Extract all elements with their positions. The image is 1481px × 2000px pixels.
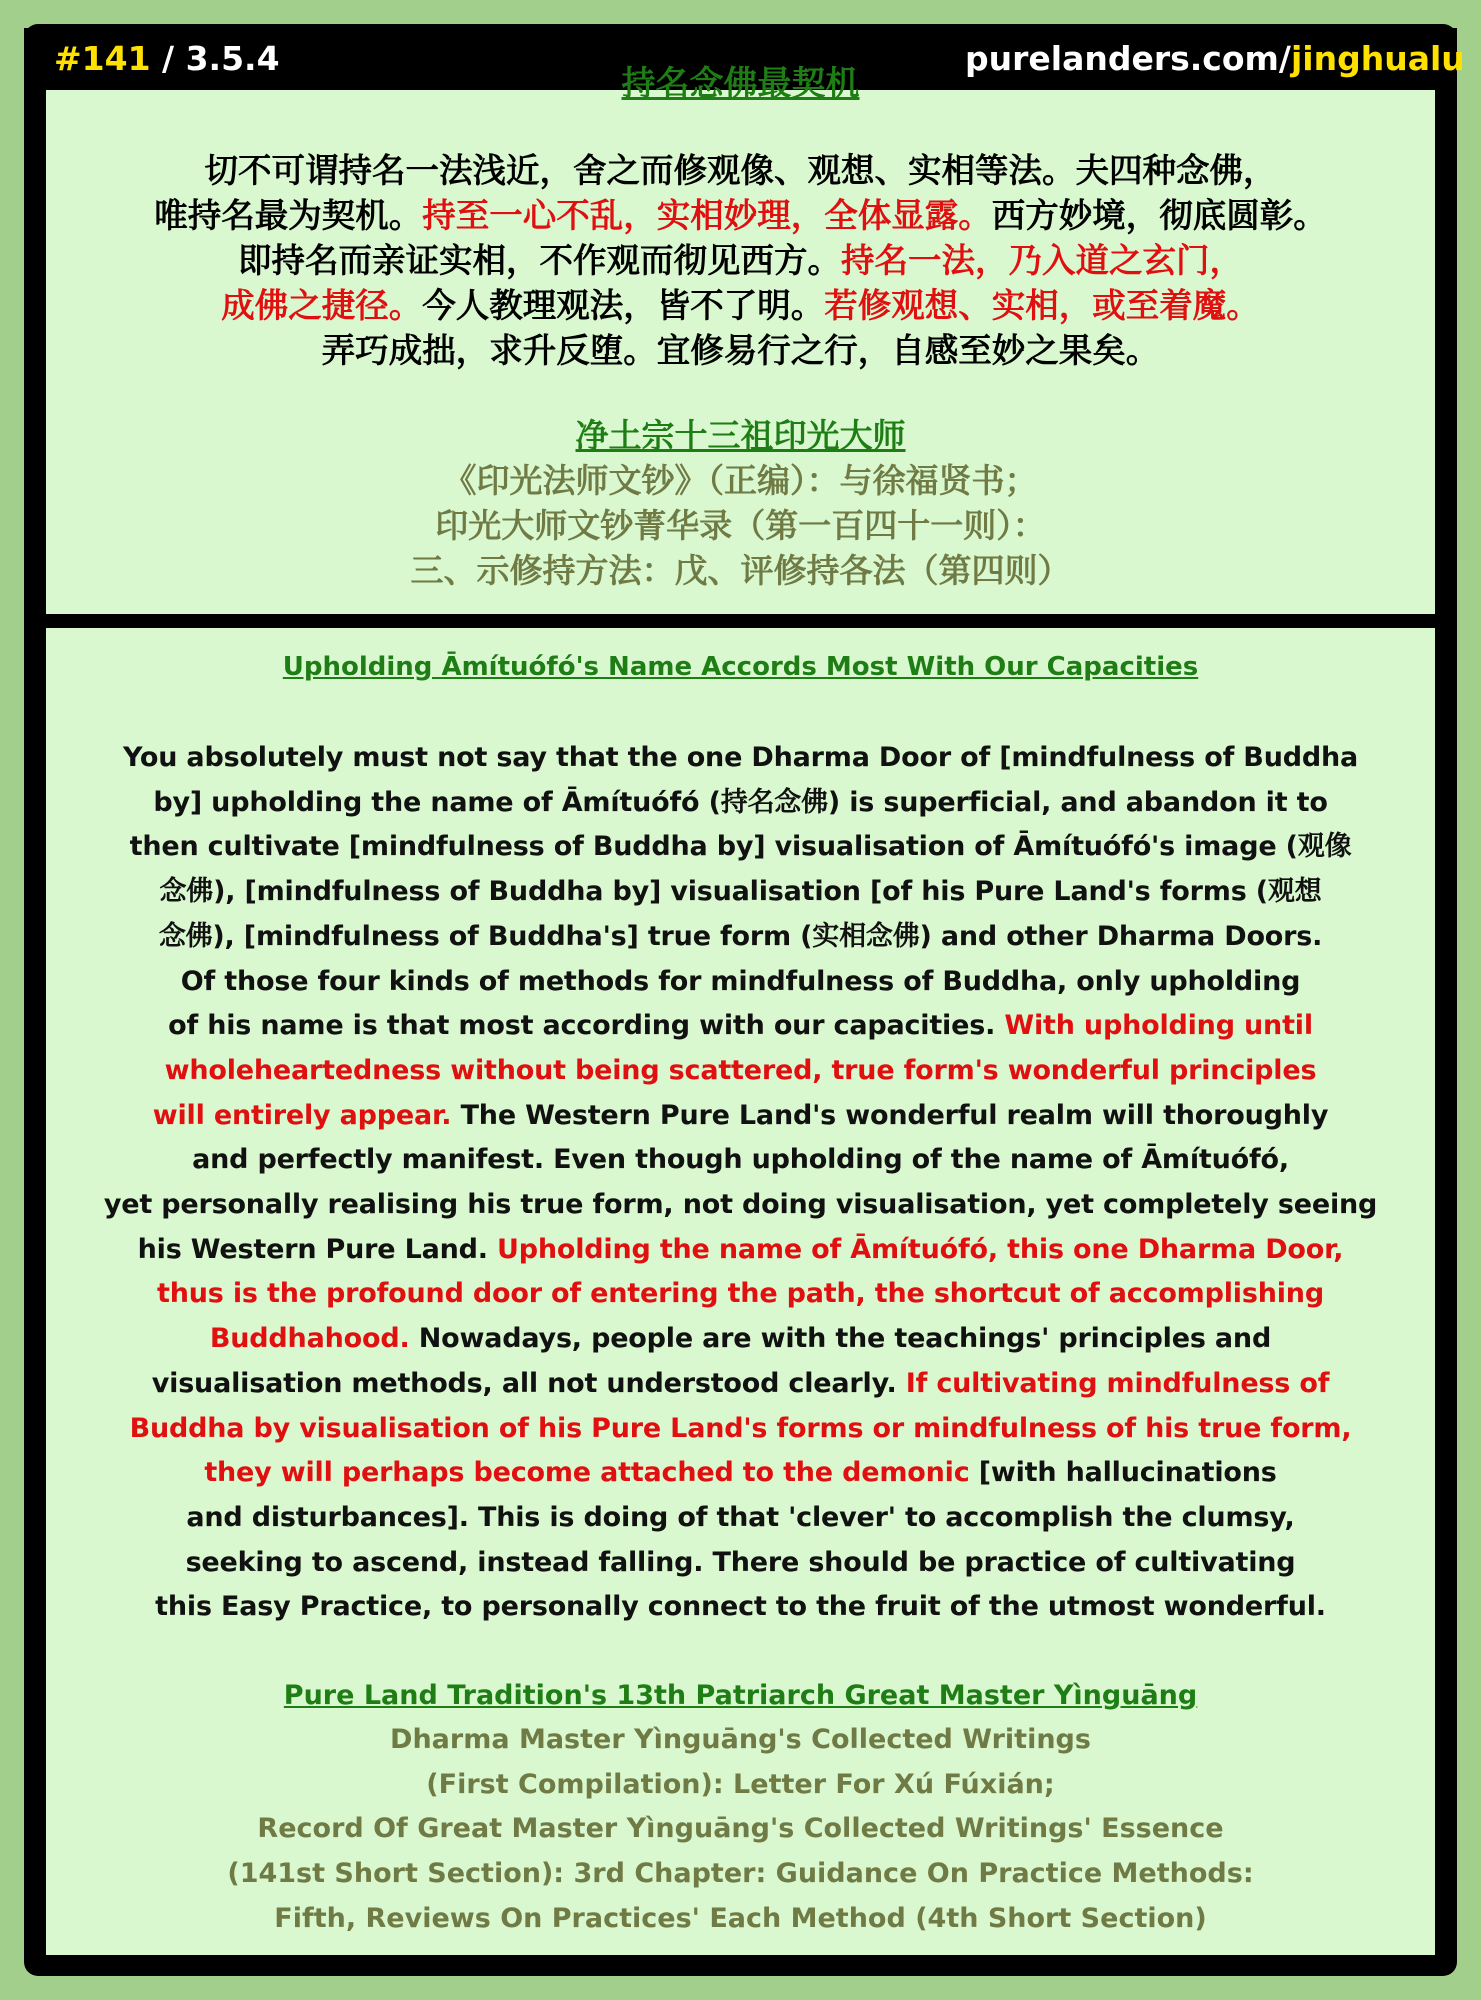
en-highlight: Buddhahood. xyxy=(209,1323,410,1355)
en-line xyxy=(46,1183,1435,1228)
chinese-panel xyxy=(46,90,1435,614)
en-segment: 念佛), [mindfulness of Buddha's] true form (实相念佛) and other Dharma Doors. xyxy=(158,920,1323,952)
zh-segment: 今人教理观法，皆不了明。 xyxy=(422,286,825,325)
english-text xyxy=(46,736,1435,1630)
zh-highlight: 若修观想、实相，或至着魔。 xyxy=(824,286,1260,325)
en-line xyxy=(46,736,1435,781)
en-segment: 念佛), [mindfulness of Buddha by] visualisation [of his Pure Land's forms (观想 xyxy=(159,876,1322,908)
en-segment: yet personally realising his true form, not doing visualisation, yet completely seeing xyxy=(103,1189,1378,1221)
zh-line xyxy=(46,328,1435,373)
en-highlight: thus is the profound door of entering the path, the shortcut of accomplishing xyxy=(157,1278,1324,1310)
en-source-line: (First Compilation): Letter For Xú Fúxián; xyxy=(426,1768,1055,1800)
en-segment: You absolutely must not say that the one Dharma Door of [mindfulness of Buddha xyxy=(122,742,1359,773)
en-line xyxy=(46,1004,1435,1049)
english-source xyxy=(46,1718,1435,1942)
en-segment: by] upholding the name of Āmítuófó (持名念佛) is superficial, and abandon it to xyxy=(153,786,1328,818)
english-title: Upholding Āmítuófó's Name Accords Most With Our Capacities xyxy=(282,652,1199,682)
section-code: / 3.5.4 xyxy=(150,39,280,78)
zh-line xyxy=(46,238,1435,283)
zh-highlight: 成佛之捷径。 xyxy=(221,286,423,325)
en-segment: Nowadays, people are with the teachings' principles and xyxy=(409,1323,1272,1355)
en-line xyxy=(46,960,1435,1005)
en-line xyxy=(46,825,1435,870)
en-line xyxy=(46,1094,1435,1139)
en-line xyxy=(46,870,1435,915)
en-line xyxy=(46,1049,1435,1094)
site-suffix: jinghualu xyxy=(1290,39,1465,78)
en-line xyxy=(46,1541,1435,1586)
en-source-line: Dharma Master Yìnguāng's Collected Writings xyxy=(390,1724,1091,1756)
en-line xyxy=(46,1451,1435,1496)
zh-line xyxy=(46,193,1435,238)
en-segment: his Western Pure Land. xyxy=(137,1233,498,1265)
english-panel xyxy=(46,628,1435,1955)
en-line xyxy=(46,1228,1435,1273)
chinese-author: 净土宗十三祖印光大师 xyxy=(575,416,906,455)
section-number: #141 xyxy=(54,39,151,78)
chinese-source xyxy=(46,458,1435,593)
zh-source-line: 印光大师文钞菁华录（第一百四十一则）： xyxy=(435,506,1046,545)
zh-highlight: 持名一法，乃入道之玄门， xyxy=(841,241,1243,280)
en-highlight: Buddha by visualisation of his Pure Land's forms or mindfulness of his true form, xyxy=(129,1412,1352,1444)
zh-segment: 西方妙境，彻底圆彰。 xyxy=(991,196,1327,235)
en-line xyxy=(46,1585,1435,1630)
english-author: Pure Land Tradition's 13th Patriarch Great Master Yìnguāng xyxy=(283,1680,1198,1712)
en-highlight: will entirely appear. xyxy=(152,1099,452,1131)
en-segment: of his name is that most according with our capacities. xyxy=(168,1010,1005,1042)
en-line xyxy=(46,781,1435,826)
zh-segment: 切不可谓持名一法浅近，舍之而修观像、观想、实相等法。夫四种念佛， xyxy=(204,151,1277,190)
en-line xyxy=(46,1362,1435,1407)
zh-line xyxy=(46,283,1435,328)
en-line xyxy=(46,1138,1435,1183)
zh-source-line: 三、示修持方法：戊、评修持各法（第四则） xyxy=(410,551,1071,590)
en-source-line: Fifth, Reviews On Practices' Each Method (4th Short Section) xyxy=(274,1902,1207,1934)
en-source-line: Record Of Great Master Yìnguāng's Collected Writings' Essence xyxy=(257,1813,1224,1845)
en-segment: this Easy Practice, to personally connect to the fruit of the utmost wonderful. xyxy=(155,1591,1326,1623)
zh-line xyxy=(46,148,1435,193)
zh-source-line: 《印光法师文钞》（正编）：与徐福贤书； xyxy=(443,461,1038,500)
chinese-text xyxy=(46,148,1435,373)
chinese-title: 持名念佛最契机 xyxy=(621,64,860,104)
site-prefix: purelanders.com/ xyxy=(965,39,1291,78)
en-line xyxy=(46,1317,1435,1362)
en-segment: The Western Pure Land's wonderful realm will thoroughly xyxy=(451,1099,1329,1131)
en-highlight: If cultivating mindfulness of xyxy=(905,1367,1330,1399)
en-line xyxy=(46,915,1435,960)
en-segment: seeking to ascend, instead falling. There should be practice of cultivating xyxy=(185,1546,1296,1578)
en-segment: and disturbances]. This is doing of that 'clever' to accomplish the clumsy, xyxy=(186,1501,1295,1533)
en-segment: visualisation methods, all not understood clearly. xyxy=(151,1367,906,1399)
en-segment: and perfectly manifest. Even though upholding of the name of Āmítuófó, xyxy=(192,1144,1289,1176)
en-segment: Of those four kinds of methods for mindfulness of Buddha, only upholding xyxy=(180,965,1301,997)
en-highlight: they will perhaps become attached to the demonic xyxy=(204,1457,970,1489)
en-line xyxy=(46,1407,1435,1452)
zh-segment: 即持名而亲证实相，不作观而彻见西方。 xyxy=(238,241,841,280)
en-highlight: With upholding until xyxy=(1004,1010,1313,1042)
en-segment: [with hallucinations xyxy=(969,1457,1277,1489)
zh-highlight: 持至一心不乱，实相妙理，全体显露。 xyxy=(422,196,992,235)
en-line xyxy=(46,1496,1435,1541)
en-source-line: (141st Short Section): 3rd Chapter: Guidance On Practice Methods: xyxy=(227,1858,1254,1890)
en-highlight: wholeheartedness without being scattered, true form's wonderful principles xyxy=(164,1054,1317,1086)
zh-segment: 弄巧成拙，求升反堕。宜修易行之行，自感至妙之果矣。 xyxy=(321,331,1160,370)
en-segment: then cultivate [mindfulness of Buddha by] visualisation of Āmítuófó's image (观像 xyxy=(129,831,1352,863)
en-highlight: Upholding the name of Āmítuófó, this one Dharma Door, xyxy=(497,1233,1344,1265)
zh-segment: 唯持名最为契机。 xyxy=(154,196,423,235)
en-line xyxy=(46,1272,1435,1317)
